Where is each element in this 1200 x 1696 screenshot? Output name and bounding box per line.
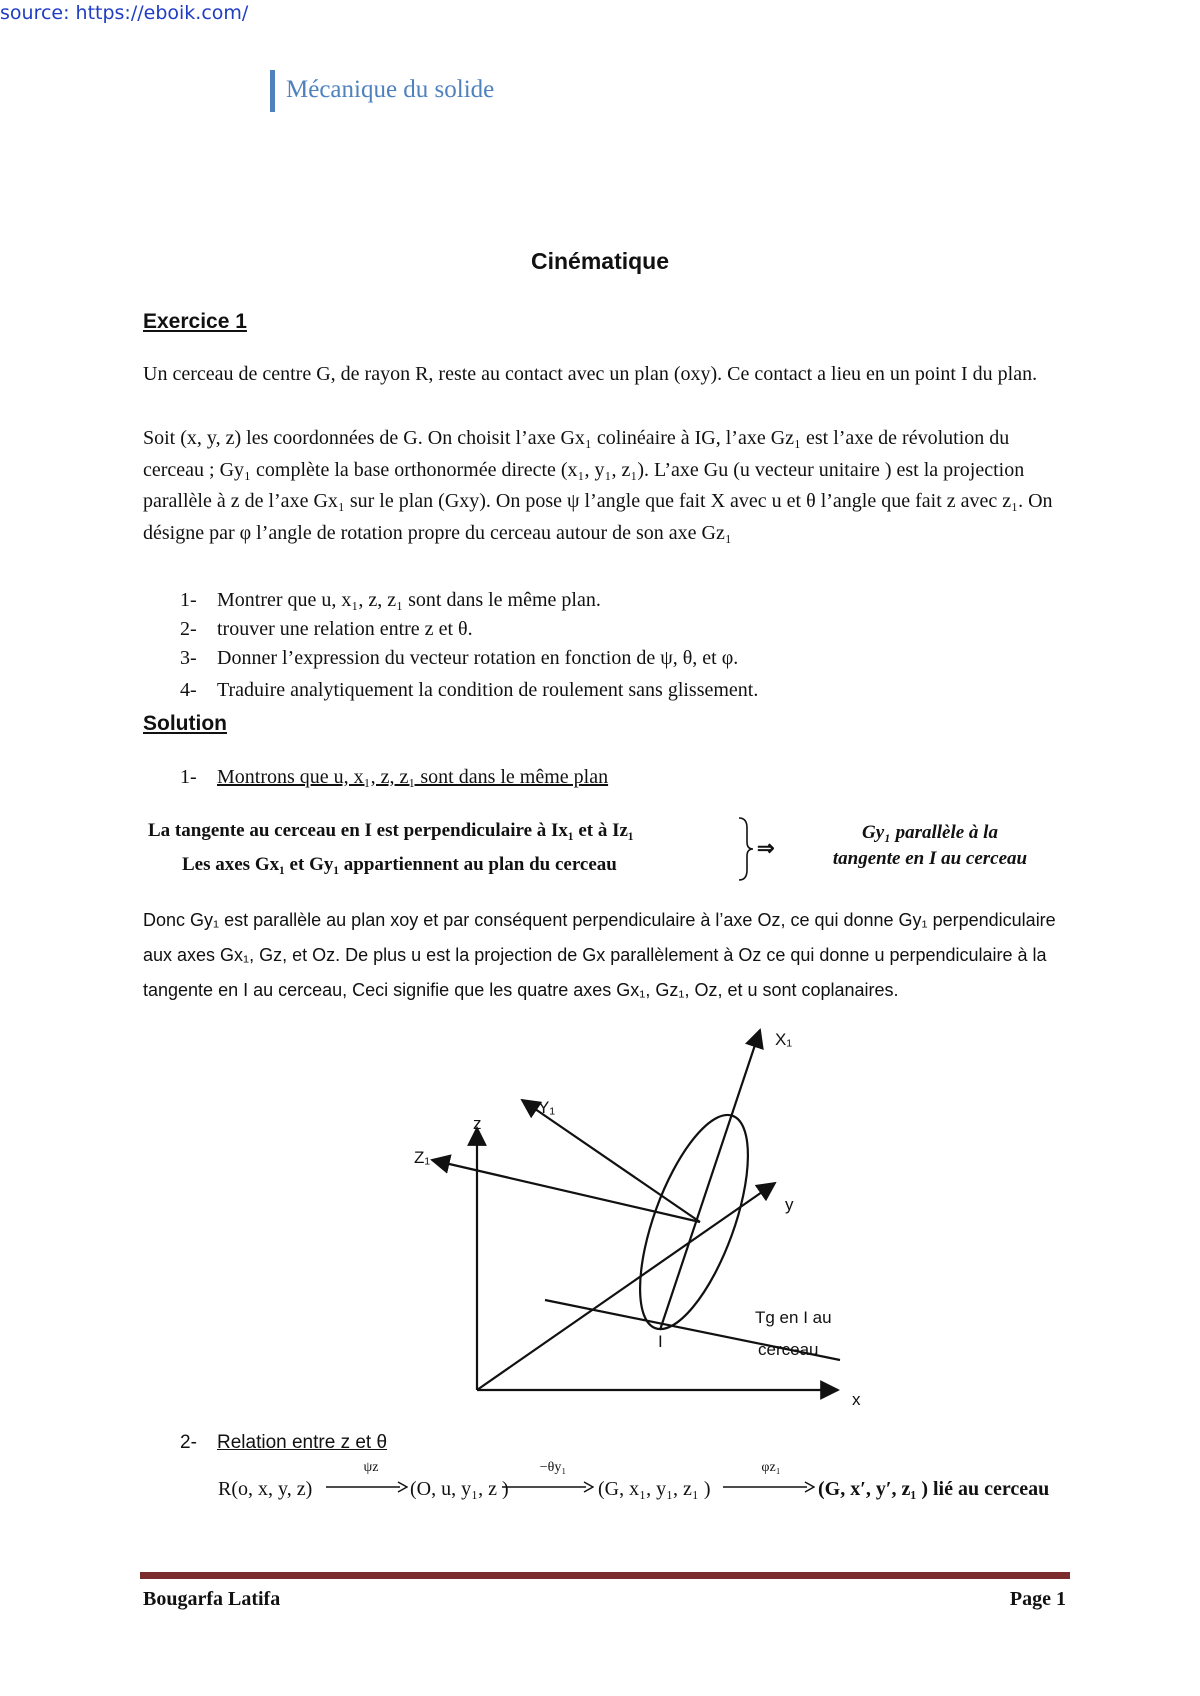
axis-x1	[660, 1030, 760, 1330]
reasoning-line-1: La tangente au cerceau en I est perpendiculaire à Ix₁ et à Iz₁	[148, 820, 634, 841]
label-z: z	[473, 1114, 482, 1133]
arrow-label-1: ψz	[363, 1460, 379, 1475]
label-tangent-1: Tg en I au	[755, 1308, 832, 1327]
exercise-heading: Exercice 1	[143, 310, 247, 333]
solution-step-2: 2- Relation entre z et θ	[180, 1432, 388, 1453]
axis-y	[477, 1183, 775, 1390]
chain-arrow-1	[326, 1480, 408, 1494]
footer-bar	[140, 1572, 1070, 1579]
footer-author: Bougarfa Latifa	[143, 1588, 281, 1610]
solution-heading: Solution	[143, 712, 227, 735]
frame-r2: (G, x₁, y₁, z₁ )	[598, 1478, 711, 1500]
chain-arrow-2	[502, 1480, 594, 1494]
label-z1: Z₁	[414, 1148, 431, 1167]
header-accent-bar	[270, 70, 275, 112]
reasoning-result-2: tangente en I au cerceau	[832, 848, 1028, 869]
solution-paragraph: Donc Gy₁ est parallèle au plan xoy et par conséquent perpendiculaire à l’axe Oz, ce qui donne Gy₁ perpendiculaire aux axes Gx₁, Gz, et Oz. De plus u est la projection de Gx parallèlement à Oz ce qui donne u perpendiculaire à la tangente en I au cerceau, Ceci signifie que les quatre axes Gx₁, Gz₁, Oz, et u sont coplanaires.	[143, 910, 1056, 1000]
exercise-paragraph-1: Un cerceau de centre G, de rayon R, reste au contact avec un plan (oxy). Ce contact a lieu en un point I du plan.	[143, 363, 1038, 385]
header-title: Mécanique du solide	[286, 76, 495, 103]
arrow-label-2: −θy₁	[539, 1460, 567, 1475]
arrow-label-3: φz₁	[761, 1460, 781, 1475]
question-4: 4- Traduire analytiquement la condition de roulement sans glissement.	[180, 679, 759, 701]
question-3: 3- Donner l’expression du vecteur rotation en fonction de ψ, θ, et φ.	[180, 647, 739, 669]
document-title: Cinématique	[530, 248, 670, 274]
hoop-ellipse	[618, 1102, 770, 1342]
reasoning-line-2: Les axes Gx₁ et Gy₁ appartiennent au plan du cerceau	[182, 854, 617, 875]
label-y: y	[785, 1195, 794, 1214]
label-y1: Y₁	[538, 1098, 556, 1117]
frame-r3: (G, x′, y′, z₁ ) lié au cerceau	[818, 1478, 1050, 1500]
implies-arrow: ⇒	[757, 836, 775, 860]
reasoning-brace	[735, 816, 755, 882]
exercise-paragraph-2: Soit (x, y, z) les coordonnées de G. On choisit l’axe Gx₁ colinéaire à IG, l’axe Gz₁ est l’axe de révolution du cerceau ; Gy₁ complète la base orthonormée directe (x₁, y₁, z₁). L’axe Gu (u vecteur unitaire ) est la projection parallèle à z de l’axe Gx₁ sur le plan (Gxy). On pose ψ l’angle que fait X avec u et θ l’angle que fait z avec z₁. On désigne par φ l’angle de rotation propre du cerceau autour de son axe Gz₁	[143, 427, 1053, 544]
footer-page-number: Page 1	[1009, 1588, 1066, 1610]
label-x: x	[852, 1390, 861, 1409]
label-tangent-2: cerceau	[758, 1340, 819, 1359]
question-2: 2- trouver une relation entre z et θ.	[180, 618, 473, 640]
frame-r0: R(o, x, y, z)	[218, 1478, 313, 1500]
frame-r1: (O, u, y₁, z )	[410, 1478, 509, 1500]
solution-step-1: 1- Montrons que u, x₁, z, z₁ sont dans le même plan	[180, 766, 609, 788]
label-I: I	[658, 1332, 663, 1351]
label-x1: X₁	[775, 1030, 793, 1049]
chain-arrow-3	[723, 1480, 815, 1494]
axis-z1	[432, 1160, 700, 1222]
source-link[interactable]: source: https://eboik.com/	[0, 2, 249, 24]
axis-y1	[522, 1100, 700, 1222]
question-1: 1- Montrer que u, x₁, z, z₁ sont dans le même plan.	[180, 589, 601, 611]
reasoning-result-1: Gy₁ parallèle à la	[862, 822, 998, 843]
